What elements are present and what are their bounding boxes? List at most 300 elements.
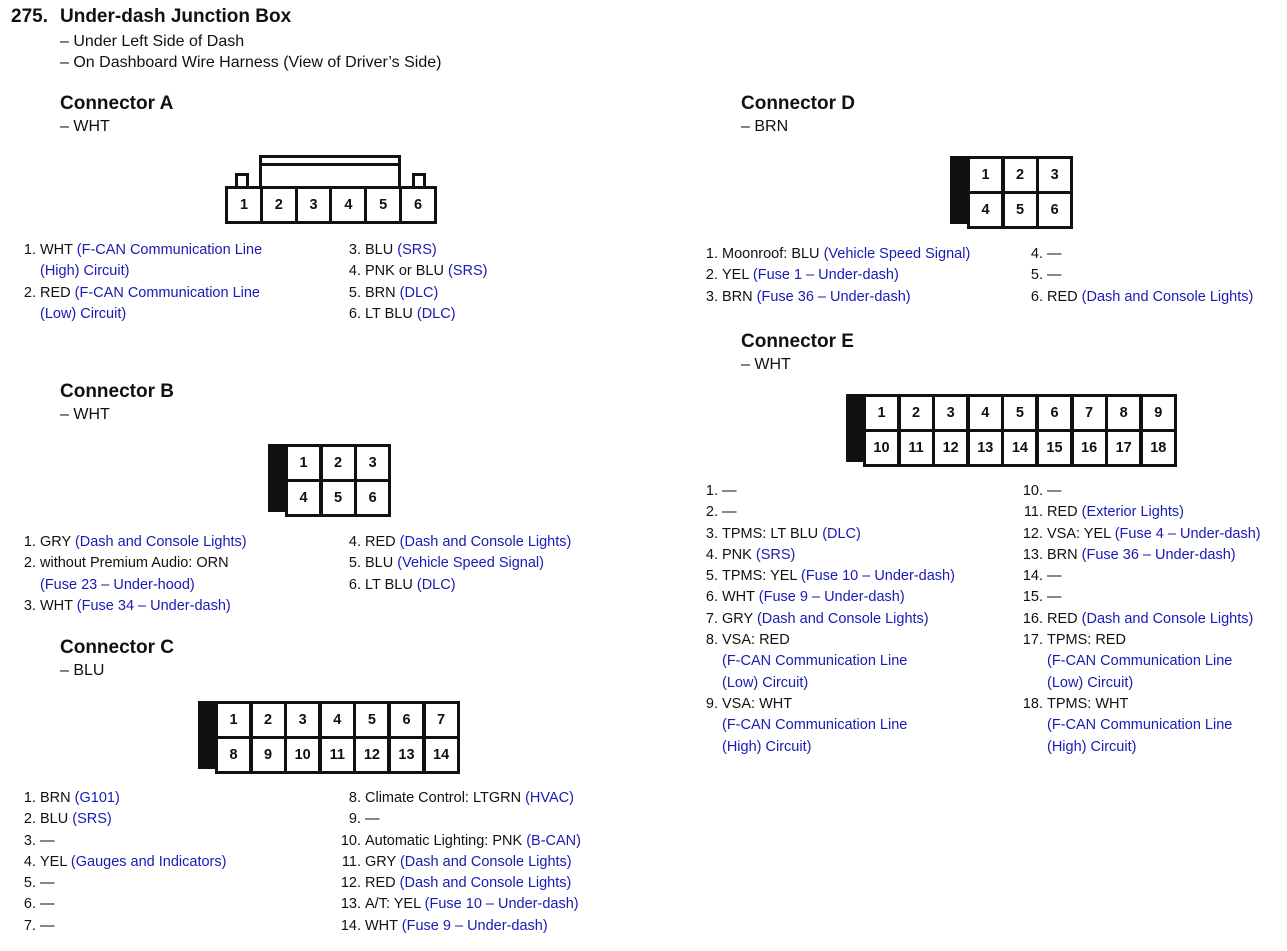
pin-line (722, 524, 1000, 545)
terminal-cell: 10 (284, 736, 321, 774)
pin-number: 6. (348, 576, 361, 593)
circuit-name: (F-CAN Communication Line (722, 717, 908, 734)
pin-line (1047, 609, 1285, 630)
pin-line (365, 240, 643, 261)
terminal-cell: 4 (967, 394, 1004, 432)
circuit-name: (Fuse 34 – Under-dash) (76, 597, 231, 614)
pin-item (340, 873, 683, 894)
pin-line (365, 261, 643, 282)
location-line-2: – On Dashboard Wire Harness (View of Driver’s Side) (60, 54, 442, 71)
pin-line (1047, 694, 1285, 715)
terminal-cell: 5 (353, 701, 390, 739)
pin-number: 16. (1022, 610, 1043, 627)
wire-color: — (1047, 246, 1062, 262)
circuit-name: (Fuse 9 – Under-dash) (758, 589, 905, 606)
circuit-name: (Fuse 4 – Under-dash) (1114, 525, 1261, 542)
wire-color: Moonroof: BLU (722, 246, 820, 262)
wire-color: RED (1047, 288, 1078, 305)
pin-item (343, 261, 643, 282)
terminal-cell: 11 (898, 429, 935, 467)
pin-item (700, 630, 1000, 694)
connector-c-pins-right (340, 788, 683, 937)
circuit-name: (DLC) (416, 305, 456, 322)
circuit-name: (Fuse 36 – Under-dash) (1081, 546, 1236, 563)
circuit-name: (HVAC) (525, 790, 574, 806)
pin-line (365, 532, 643, 553)
pin-line (1047, 502, 1285, 523)
terminal-cell: 1 (967, 156, 1004, 194)
pin-line (1047, 715, 1285, 736)
wire-color: TPMS: RED (1047, 632, 1126, 649)
wire-color: — (1047, 589, 1062, 606)
circuit-name: (Fuse 10 – Under-dash) (424, 896, 579, 913)
terminal-cell: 3 (354, 444, 391, 482)
pin-item (18, 553, 338, 596)
circuit-name: (Fuse 9 – Under-dash) (401, 917, 548, 934)
circuit-name: (Low) Circuit) (40, 305, 127, 322)
pin-item (1022, 481, 1285, 502)
pin-line (1047, 265, 1285, 286)
pin-number: 2. (23, 284, 36, 301)
pin-line (722, 651, 1000, 672)
circuit-name: (F-CAN Communication Line (1047, 717, 1233, 734)
pin-number: 1. (705, 483, 718, 499)
pin-line (722, 502, 1000, 523)
pin-line (1047, 651, 1285, 672)
pin-line (40, 596, 338, 617)
wire-color: Climate Control: LTGRN (365, 790, 526, 806)
pin-item (343, 283, 643, 304)
terminal-cell: 3 (932, 394, 969, 432)
terminal-cell: 17 (1105, 429, 1142, 467)
circuit-name: (Dash and Console Lights) (74, 534, 247, 550)
pin-item (1022, 545, 1285, 566)
circuit-name: (Dash and Console Lights) (1081, 288, 1254, 305)
connector-c-title: Connector C (60, 637, 174, 658)
pin-line (40, 304, 318, 325)
wire-color: — (40, 896, 55, 913)
pin-item (700, 244, 1010, 265)
connector-d-pins-left (700, 244, 1010, 308)
circuit-name: (SRS) (755, 546, 796, 563)
circuit-name: (Gauges and Indicators) (70, 853, 227, 870)
connector-a-pins-left (18, 240, 318, 325)
wire-color: WHT (722, 589, 755, 606)
connector-e-pins-left (700, 481, 1000, 758)
wire-color: YEL (722, 267, 749, 284)
circuit-name: (SRS) (448, 263, 488, 280)
wire-color: LT BLU (365, 305, 413, 322)
pin-item (700, 566, 1000, 587)
pin-number: 4. (705, 546, 718, 563)
connector-a-latch-line (259, 163, 401, 166)
wire-color: — (365, 811, 380, 828)
connector-b-pins-right (343, 532, 643, 596)
circuit-name: (High) Circuit) (1047, 738, 1137, 755)
circuit-name: (F-CAN Communication Line (76, 242, 263, 258)
pin-number: 7. (705, 610, 718, 627)
pin-number: 2. (23, 811, 36, 828)
wire-color: VSA: WHT (722, 695, 793, 712)
connector-b-title: Connector B (60, 381, 174, 402)
pin-item (1025, 502, 1285, 523)
terminal-cell: 2 (898, 394, 935, 432)
pin-line (1047, 481, 1285, 502)
terminal-cell: 10 (863, 429, 900, 467)
connector-e-color: – WHT (741, 356, 791, 373)
wire-color: — (722, 504, 737, 521)
pin-line (722, 481, 1000, 502)
wire-color: WHT (365, 917, 398, 934)
pin-number: 5. (705, 568, 718, 585)
terminal-cell: 7 (423, 701, 460, 739)
terminal-cell: 1 (285, 444, 322, 482)
terminal-cell: 2 (1002, 156, 1039, 194)
wire-color: LT BLU (365, 576, 413, 593)
pin-line (40, 261, 318, 282)
pin-item (700, 481, 1000, 502)
connector-d-diagram (950, 156, 1076, 228)
terminal-cell: 1 (863, 394, 900, 432)
pin-line (722, 630, 1000, 651)
connector-c-color: – BLU (60, 662, 105, 679)
wire-color: — (40, 832, 55, 849)
circuit-name: (Fuse 36 – Under-dash) (756, 288, 911, 305)
wire-color: RED (1047, 610, 1078, 627)
circuit-name: (DLC) (399, 284, 439, 301)
pin-item (18, 852, 318, 873)
pin-number: 3. (705, 525, 718, 542)
pin-line (40, 553, 338, 574)
connector-c-diagram (198, 701, 463, 773)
terminal-cell: 3 (284, 701, 321, 739)
connector-b-pins-left (18, 532, 338, 617)
pin-line (1047, 587, 1285, 608)
wire-color: BRN (40, 790, 71, 806)
pin-number: 3. (23, 597, 36, 614)
terminal-cell: 14 (1001, 429, 1038, 467)
pin-line (365, 809, 683, 830)
circuit-name: (Dash and Console Lights) (756, 610, 929, 627)
pin-number: 11. (341, 853, 361, 870)
connector-a-color: – WHT (60, 118, 110, 135)
pin-item (700, 502, 1000, 523)
pin-item (1022, 630, 1285, 694)
circuit-name: (Vehicle Speed Signal) (823, 246, 971, 262)
pin-number: 12. (1022, 525, 1043, 542)
circuit-name: (Dash and Console Lights) (399, 534, 572, 550)
connector-a-latch (259, 155, 401, 189)
circuit-name: (Dash and Console Lights) (1081, 610, 1254, 627)
pin-number: 1. (705, 246, 718, 262)
terminal-cell: 3 (1036, 156, 1073, 194)
pin-line (722, 566, 1000, 587)
pin-number: 5. (348, 284, 361, 301)
circuit-name: (Dash and Console Lights) (399, 853, 572, 870)
wire-color: BLU (365, 555, 394, 572)
wire-color: A/T: YEL (365, 896, 421, 913)
pin-line (40, 788, 318, 809)
pin-item (700, 545, 1000, 566)
connector-d-title: Connector D (741, 93, 855, 114)
wire-color: BRN (1047, 546, 1078, 563)
pin-line (722, 244, 1010, 265)
wire-color: — (1047, 267, 1062, 284)
pin-line (722, 287, 1010, 308)
pin-line (40, 873, 318, 894)
circuit-name: (Fuse 1 – Under-dash) (752, 267, 899, 284)
pin-number: 10. (1022, 483, 1043, 499)
circuit-name: (Exterior Lights) (1081, 504, 1184, 521)
circuit-name: (F-CAN Communication Line (1047, 653, 1233, 670)
circuit-name: (DLC) (416, 576, 456, 593)
wire-color: — (1047, 568, 1062, 585)
pin-line (1047, 287, 1285, 308)
wire-color: WHT (40, 597, 73, 614)
terminal-cell: 7 (1071, 394, 1108, 432)
terminal-cell: 4 (285, 479, 322, 517)
wire-color: GRY (722, 610, 753, 627)
pin-number: 6. (705, 589, 718, 606)
pin-item (18, 596, 338, 617)
pin-number: 13. (340, 896, 361, 913)
pin-number: 8. (348, 790, 361, 806)
pin-number: 14. (1022, 568, 1043, 585)
pin-number: 15. (1022, 589, 1043, 606)
pin-line (365, 553, 643, 574)
wire-color: YEL (40, 853, 67, 870)
pin-item (18, 532, 338, 553)
pin-item (343, 575, 643, 596)
pin-line (1047, 244, 1285, 265)
pin-number: 17. (1022, 632, 1043, 649)
pin-line (365, 283, 643, 304)
circuit-name: (DLC) (822, 525, 861, 542)
wire-color: RED (1047, 504, 1078, 521)
pin-number: 6. (23, 896, 36, 913)
pin-number: 7. (23, 917, 36, 934)
pin-number: 3. (348, 242, 361, 258)
terminal-cell: 5 (364, 186, 402, 224)
circuit-name: (B-CAN) (526, 832, 581, 849)
terminal-cell: 15 (1036, 429, 1073, 467)
pin-number: 1. (23, 790, 36, 806)
pin-line (40, 240, 318, 261)
pin-line (722, 545, 1000, 566)
pin-line (365, 894, 683, 915)
terminal-cell: 3 (295, 186, 333, 224)
pin-line (1047, 737, 1285, 758)
pin-item (1025, 244, 1285, 265)
wire-color: VSA: RED (722, 632, 790, 649)
connector-e-pins-right (1022, 481, 1285, 758)
wire-color: VSA: YEL (1047, 525, 1111, 542)
terminal-cell: 5 (1001, 394, 1038, 432)
pin-item (1022, 524, 1285, 545)
terminal-cell: 12 (353, 736, 390, 774)
connector-b-color: – WHT (60, 406, 110, 423)
wire-color: GRY (40, 534, 71, 550)
pin-number: 9. (705, 695, 718, 712)
pin-line (1047, 630, 1285, 651)
pin-number: 11. (1023, 504, 1043, 521)
pin-number: 3. (705, 288, 718, 305)
wire-color: RED (365, 875, 396, 892)
connector-a-diagram (225, 155, 437, 227)
connector-a-pins-right (343, 240, 643, 325)
terminal-cell: 2 (320, 444, 357, 482)
terminal-cell: 4 (319, 701, 356, 739)
circuit-name: (Low) Circuit) (1047, 674, 1134, 691)
circuit-name: (SRS) (397, 242, 437, 258)
pin-line (1047, 566, 1285, 587)
terminal-cell: 13 (388, 736, 425, 774)
pin-line (722, 715, 1000, 736)
pin-item (343, 852, 683, 873)
terminal-cell: 16 (1071, 429, 1108, 467)
pin-line (40, 809, 318, 830)
terminal-cell: 9 (250, 736, 287, 774)
wire-color: PNK (722, 546, 752, 563)
pin-item (1022, 587, 1285, 608)
pin-line (365, 575, 643, 596)
pin-item (18, 809, 318, 830)
circuit-name: (Low) Circuit) (722, 674, 809, 691)
pin-number: 14. (340, 917, 361, 934)
terminal-cell: 1 (215, 701, 252, 739)
pin-number: 9. (348, 811, 361, 828)
pin-number: 4. (23, 853, 36, 870)
pin-number: 2. (23, 555, 36, 572)
terminal-cell: 11 (319, 736, 356, 774)
pin-number: 6. (348, 305, 361, 322)
pin-item (700, 609, 1000, 630)
terminal-cell: 5 (320, 479, 357, 517)
connector-e-diagram (846, 394, 1181, 466)
circuit-name: (Fuse 23 – Under-hood) (40, 576, 195, 593)
pin-number: 4. (1030, 246, 1043, 262)
circuit-name: (Dash and Console Lights) (399, 875, 572, 892)
pin-number: 5. (348, 555, 361, 572)
terminal-cell: 9 (1140, 394, 1177, 432)
connector-b-diagram (268, 444, 394, 516)
pin-line (40, 894, 318, 915)
pin-number: 10. (340, 832, 361, 849)
pin-line (40, 575, 338, 596)
pin-line (40, 831, 318, 852)
circuit-name: (F-CAN Communication Line (74, 284, 260, 301)
connector-e-title: Connector E (741, 331, 854, 352)
circuit-name: (G101) (74, 790, 120, 806)
terminal-cell: 5 (1002, 191, 1039, 229)
pin-item (340, 831, 683, 852)
pin-line (722, 587, 1000, 608)
pin-line (1047, 524, 1285, 545)
pin-line (1047, 545, 1285, 566)
pin-item (1025, 287, 1285, 308)
pin-item (343, 532, 643, 553)
wire-color: BRN (365, 284, 396, 301)
pin-item (700, 265, 1010, 286)
pin-line (365, 831, 683, 852)
pin-line (365, 852, 683, 873)
wire-color: BLU (365, 242, 394, 258)
pin-line (365, 873, 683, 894)
pin-item (1022, 609, 1285, 630)
terminal-cell: 13 (967, 429, 1004, 467)
pin-number: 4. (348, 263, 361, 280)
pin-item (18, 916, 318, 937)
terminal-cell: 1 (225, 186, 263, 224)
pin-number: 2. (705, 267, 718, 284)
connector-a-title: Connector A (60, 93, 174, 114)
terminal-cell: 6 (388, 701, 425, 739)
pin-item (18, 894, 318, 915)
pin-number: 18. (1022, 695, 1043, 712)
pin-item (343, 788, 683, 809)
circuit-name: (High) Circuit) (722, 738, 812, 755)
wire-color: TPMS: YEL (722, 568, 797, 585)
wire-color: without Premium Audio: ORN (40, 555, 229, 572)
pin-item (343, 304, 643, 325)
terminal-cell: 6 (1036, 191, 1073, 229)
pin-item (18, 788, 318, 809)
pin-item (700, 287, 1010, 308)
wire-color: BRN (722, 288, 753, 305)
pin-line (365, 788, 683, 809)
wire-color: GRY (365, 853, 396, 870)
pin-number: 2. (705, 504, 718, 521)
pin-item (343, 553, 643, 574)
pin-item (18, 873, 318, 894)
pin-line (722, 737, 1000, 758)
pin-item (340, 916, 683, 937)
pin-number: 5. (1030, 267, 1043, 284)
terminal-cell: 2 (250, 701, 287, 739)
connector-d-pins-right (1025, 244, 1285, 308)
circuit-name: (SRS) (72, 811, 112, 828)
pin-number: 4. (348, 534, 361, 550)
circuit-name: (F-CAN Communication Line (722, 653, 908, 670)
wire-color: — (1047, 483, 1062, 499)
pin-number: 13. (1022, 546, 1043, 563)
connector-c-pins-left (18, 788, 318, 937)
section-number: 275. (11, 6, 48, 27)
pin-line (1047, 673, 1285, 694)
pin-line (40, 916, 318, 937)
terminal-cell: 6 (354, 479, 391, 517)
terminal-cell: 6 (1036, 394, 1073, 432)
wire-color: — (722, 483, 737, 499)
terminal-cell: 8 (215, 736, 252, 774)
pin-line (40, 283, 318, 304)
wire-color: BLU (40, 811, 69, 828)
pin-line (40, 532, 338, 553)
pin-number: 1. (23, 534, 36, 550)
terminal-cell: 14 (423, 736, 460, 774)
pin-item (18, 240, 318, 283)
pin-item (340, 894, 683, 915)
pin-line (722, 265, 1010, 286)
pin-line (722, 609, 1000, 630)
wire-color: RED (40, 284, 71, 301)
terminal-cell: 2 (260, 186, 298, 224)
wire-color: Automatic Lighting: PNK (365, 832, 523, 849)
pin-line (365, 304, 643, 325)
location-line-1: – Under Left Side of Dash (60, 33, 245, 50)
wire-color: — (40, 917, 55, 934)
pin-item (18, 831, 318, 852)
